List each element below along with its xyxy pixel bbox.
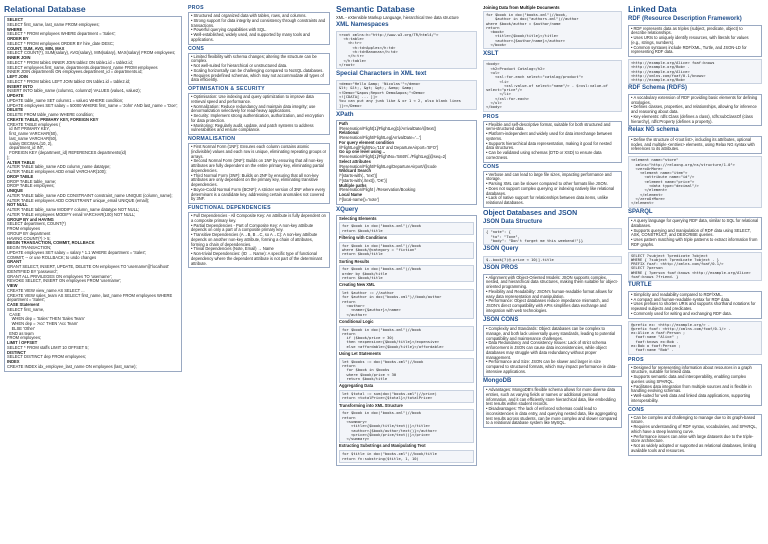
item-label: VIEW	[7, 283, 18, 288]
xml-namespaces-title: XML Namespaces	[336, 20, 389, 28]
section-heading: CONS	[188, 45, 205, 52]
section-body	[483, 121, 622, 163]
item-code: let $author := //author for $author in doc("books.xml")//book/author return <author> <name>{$author}</name> </author>	[339, 289, 474, 319]
bullet-line: • Requires understanding of RDF syntax, vocabularies, and SPARQL, which have a steep learning curve.	[631, 425, 759, 435]
bullet-line: • Alignment with Object-Oriented Models: JSON supports complex, nested, and hierarchical data structures, making them suitable for object-oriented programming.	[486, 276, 619, 290]
bullet-line: • Performance: Object databases reduce impedance mismatch, and JSON's direct compatibility with APIs simplifies data exchange and integration with web technologies.	[486, 299, 619, 313]
semantic-intro: XML - eXtensible Markup Language, hierarchical tree data structure	[336, 15, 459, 20]
xpath-list	[336, 120, 477, 205]
item-text: SELECT COUNT(*), SUM(salary), AVG(salary), MIN(salary), MAX(salary) FROM employees;	[7, 50, 176, 56]
item-label: Local Name	[339, 192, 362, 198]
item-label: NOT NULL	[7, 202, 28, 208]
bullet-line: • Does not support complex querying or indexing natively like relational databases.	[486, 187, 619, 197]
item-code: for $book in doc("books.xml")//book order by $book/title return $book/title	[339, 265, 474, 282]
item-label: Select attributes	[339, 158, 371, 164]
item-text: SELECT * FROM table1 LEFT JOIN table2 ON table1.id = table2.id;	[7, 78, 131, 84]
json-pros-title: JSON PROS	[483, 265, 519, 272]
item-text: SELECT * FROM employees ORDER BY hire_date DESC;	[7, 40, 115, 46]
item-label: UNIQUE	[7, 188, 23, 193]
item-text: /*[local-name()='note']	[339, 196, 379, 202]
special-chars-code: <demo>"Hello &amp; 'Nicolas'"</demo> &lt; &lt;, &gt; &gt;, &amp; &amp; <!Demo>"&apos;Report Demo&apos;"<Demo> <![CDATA[ ... ]]> You can put any junk like & or 1 < 2, also blank lines ]]></Demo>	[336, 80, 477, 110]
turtle-code: @prefix ex: <http://example.org/> . @prefix foaf: <http://xmlns.com/foaf/0.1/> . ex:Alice a foaf:Person ; foaf:name "Alice" ; foaf:knows ex:Bob . ex:Bob a foaf:Person ; foaf:name "Bob" .	[628, 321, 762, 355]
item-label: Conditional Logic	[339, 318, 374, 324]
item-label: ALTER TABLE	[7, 159, 35, 165]
item-label: Multiple paths	[339, 182, 367, 188]
mongo-title: MongoDB	[483, 377, 512, 384]
bullet-line: • Advantages: MongoDB's flexible schema allows for more diverse data entries, such as varying fields or names or additional personal information, and it can efficiently store hierarchical data, like embedding test results within student records.	[486, 388, 619, 407]
item-text: SELECT DISTINCT dep FROM employees;	[7, 354, 87, 360]
relaxng-list	[628, 136, 762, 154]
item-text: SELECT * FROM staffs LIMIT 10 OFFSET 5;	[7, 344, 89, 350]
item-text: /Reservation/Flight[1]/FlightLeg[1]/ArrivalDate/@text()	[339, 125, 437, 131]
column-linked-data	[628, 4, 762, 540]
bullet-line: • Scaling horizontally can be challenging compared to NoSQL databases.	[191, 69, 327, 74]
item-label: DELETE	[7, 107, 24, 113]
item-label: COUNT, SUM, AVG, MIN, MAX	[7, 45, 65, 51]
bullet-line: • Strong support for data integrity and consistency through constraints and transactions.	[191, 19, 327, 29]
rdfs-list	[628, 94, 762, 127]
relational-title: Relational Database	[4, 4, 86, 14]
bullet-line: • Can be complex and challenging to manage due to its graph-based nature.	[631, 416, 759, 426]
turtle-title: TURTLE	[628, 282, 652, 289]
bullet-line: • Complexity and Standards: Object databases can be complex to manage, and both lack universally query standards, leading to potential compatibility and maintenance challenges.	[486, 327, 619, 341]
bullet-line: • Define the structure of <root list>, including its attributes, optional nodes, and multiple <entries> elements, using Relax NG syntax with references to its attributes.	[631, 138, 759, 152]
bullet-line: • Second Normal Form (2NF): Builds on 1NF by ensuring that all non-key attributes are fully dependent on the entire primary key, eliminating partial dependencies.	[191, 159, 327, 173]
item-label: INDEX	[7, 359, 20, 364]
item-label: Creating New XML	[339, 282, 375, 288]
section-body	[188, 53, 330, 86]
json-cons-list	[483, 325, 622, 377]
column-xml-json	[483, 4, 622, 540]
json-query-code: $..book[?(@.price < 10)].title	[483, 256, 622, 264]
mongo-list	[483, 386, 622, 428]
item-label: LIMIT / OFFSET	[7, 340, 38, 345]
bullet-line: • Parsing XML can be slower compared to other formats like JSON.	[486, 182, 619, 187]
item-text: //FlightLeg[FlightNo='116' and DepartureAirport='SFO']	[339, 144, 438, 150]
bullet-line: • Platform-independent and widely used for data interchange between systems.	[486, 132, 619, 142]
bullet-line: • Verbose and can lead to large file sizes, impacting performance and storage.	[486, 173, 619, 183]
item-label: Go up one level using ..	[339, 149, 385, 155]
odb-title: Object Databases and JSON	[483, 209, 578, 217]
bullet-line: • Limited flexibility with schema changes; altering the structure can be complex.	[191, 55, 327, 65]
item-label: Filtering with Conditions	[339, 235, 387, 240]
bullet-line: • Non-trivial Dependencies: (ID → Name): A specific type of functional dependency where the dependent attribute is not part of the determinant attribute.	[191, 252, 327, 266]
item-label: INNER JOIN	[7, 55, 31, 60]
item-text: ALTER TABLE table_name MODIFY column_name datatype NOT NULL; ALTER TABLE employees MODIFY email VARCHAR(100) NOT NULL;	[7, 207, 140, 217]
item-label: DROP TABLE	[7, 173, 34, 179]
bullet-line: • Supports semantic data and interoperability, enabling complex queries using SPARQL.	[631, 375, 759, 385]
xslt-title: XSLT	[483, 50, 499, 58]
bullet-line: • Commonly used for writing and exchanging RDF data.	[631, 312, 759, 317]
item-text: /Reservation/Flight/FlightLeg/DepartureAirport/@code	[339, 163, 437, 169]
item-text: /Reservation/Flight | /Reservation/Booking	[339, 187, 416, 193]
bullet-line: • Performance issues can arise with large datasets due to the triple-store architecture.	[631, 435, 759, 445]
section-heading: FUNCTIONAL DEPENDENCIES	[188, 205, 271, 211]
section-heading: OPTIMISATION & SECURITY	[188, 86, 265, 92]
xslt-code: <body> <h2>Product Catalog</h2> <ul> <xsl:for-each select="catalog/product"> <li> <xsl:value-of select="name"/> - $<xsl:value-of select="price"/> </li> </xsl:for-each> </ul> </body>	[483, 60, 622, 111]
item-label: BEGIN TRANSACTION, COMMIT, ROLLBACK	[7, 240, 95, 246]
bullet-line: • Simplicity and readability compared to RDF/XML.	[631, 293, 759, 298]
rdfs-title: RDF Schema (RDFS)	[628, 85, 688, 92]
section-body	[483, 171, 622, 208]
bullet-line: • Trivial Dependencies (Note, Email) → Name	[191, 247, 327, 252]
item-label: GROUP BY and HAVING	[7, 216, 54, 222]
json-cons-title: JSON CONS	[483, 316, 519, 323]
bullet-line: • Facilitates data integration from multiple sources and is flexible in handling evolving schemas.	[631, 385, 759, 395]
item-label: Sorting Results	[339, 258, 370, 264]
item-text: ALTER TABLE table_name ADD column_name datatype; ALTER TABLE employees ADD email VARCHAR(100);	[7, 164, 111, 174]
item-text: DELETE FROM table_name WHERE condition;	[7, 112, 94, 117]
json-pros-list	[483, 274, 622, 316]
item-label: Selecting Elements	[339, 215, 377, 221]
bullet-line: • RDF represents data as triples (subject, predicate, object) to describe relationships.	[631, 27, 759, 37]
item-text: SELECT department, COUNT(*) FROM employees GROUP BY department HAVING COUNT(*) > 5;	[7, 221, 66, 241]
special-chars-title: Special Characters in XML text	[336, 70, 427, 78]
item-text: SELECT first_name, CASE WHEN dep = 'Sales' THEN 'Sales Team' WHEN dep = 'Acc' THEN 'Acc Team' ELSE 'Other' END as team FROM employees;	[7, 306, 85, 341]
item-code: for $book in doc("books.xml")//book return if ($book/price > 30) then <expensive>{$book/title}</expensive> else <affordable>{$book/title}</affordable>	[339, 326, 474, 351]
bullet-line: • Optimisation: Use indexing and query optimization to improve data retrieval speed and performance.	[191, 95, 327, 105]
json-data-code: { "note": { "to": "Tove", "body": "Don't forget me this weekend!"}}	[483, 228, 622, 245]
bullet-line: • Normalization: Reduce redundancy and maintain data integrity; use denormalization selectively for read-heavy applications.	[191, 105, 327, 115]
bullet-line: • Not well-suited for hierarchical or unstructured data.	[191, 64, 327, 69]
item-label: CASE Statement	[7, 302, 40, 307]
item-label: Using Let Statements	[339, 351, 381, 357]
column-relational-notes	[188, 4, 330, 540]
xquery-title: XQuery	[336, 205, 359, 213]
linked-data-title: Linked Data	[628, 4, 677, 14]
bullet-line: • Key elements: rdfs:Class (defines a class), rdfs:subClassOf (class hierarchy), rdfs:Property (defines a property).	[631, 115, 759, 125]
item-label: INSERT INTO	[7, 83, 33, 89]
item-label: DISTINCT	[7, 349, 26, 355]
item-text: SELECT * FROM table1 INNER JOIN table2 ON table1.id = table2.id; SELECT employees.first_name, departments.department_name FROM employees INNER JOIN departments ON employees.department_id = departments.id;	[7, 59, 158, 75]
item-label: Aggregating Data	[339, 383, 374, 389]
item-code: for $book in doc("books.xml")//book return $book/title	[339, 222, 474, 235]
item-label: SELECT	[7, 17, 24, 22]
section-heading: NORMALISATION	[188, 136, 236, 142]
bullet-line: • Full Dependencies - All Composite Key: An attribute is fully dependent on a composite primary key.	[191, 214, 327, 224]
item-label: ORDER BY	[7, 36, 29, 41]
item-text: /*[starts-with(., 'text')] /*[starts-with(./text(), 'OK')]	[339, 173, 387, 183]
bullet-line: • Defines classes, properties, and relationships, allowing for inference and reasoning about data.	[631, 105, 759, 115]
bullet-line: • Uses URIs to uniquely identify resources, with literals for values (e.g., strings, numbers).	[631, 36, 759, 46]
bullet-line: • Well-established, widely used, and supported by many tools and applications.	[191, 33, 327, 43]
bullet-line: • Security: Implement strong authentication, authorization, and encryption for data protection.	[191, 114, 327, 124]
relaxng-code: <element name="store" xmlns="http://relaxng.org/ns/structure/1.0"> <zeroOrMore> <element name="item"> <attribute name="id"/> <element name="price"> <data type="decimal"/> </element> </element> </zeroOrMore> </element>	[628, 156, 762, 207]
item-text: DROP TABLE table_name; DROP TABLE employees;	[7, 178, 57, 189]
section-heading: CONS	[483, 163, 500, 170]
item-text: SELECT * FROM employees WHERE department = 'Sales';	[7, 31, 116, 37]
rdf-code: <http://example.org/Alice> foaf:knows <http://example.org/Bob> . <http://example.org/Alice> <http://xmlns.com/foaf/0.1/knows> <http://example.org/Bob>	[628, 59, 762, 84]
section-body	[188, 12, 330, 45]
bullet-line: • Third Normal Form (3NF): Builds on 2NF by ensuring that all non-key attributes are only dependent on the primary key, eliminating transitive dependencies.	[191, 174, 327, 188]
item-text: ALTER TABLE table_name ADD CONSTRAINT constraint_name UNIQUE (column_name); ALTER TABLE employees ADD CONSTRAINT unique_email UNIQUE (email);	[7, 192, 173, 203]
bullet-line: • Designed for representing information about resources in a graph structure, suitable for linked data.	[631, 366, 759, 376]
bullet-line: • Partial Dependencies - Part of Composite Key: A non-key attribute depends on only a part of a composite primary key.	[191, 224, 327, 234]
xquery-list	[336, 215, 477, 466]
section-body	[628, 364, 762, 406]
item-label: LEFT JOIN	[7, 74, 28, 79]
item-code: for $book in doc("books.xml")//book where $book/@category = "fiction" return $book/title	[339, 242, 474, 259]
bullet-line: • Requires predefined schemas, which may not accommodate all types of data efficiently.	[191, 74, 327, 84]
xml-multi-title: Joining Data from Multiple Documents	[483, 5, 560, 10]
item-label: Transforming into XML Structure	[339, 402, 403, 408]
item-text: SELECT first_name, last_name FROM employees;	[7, 21, 100, 27]
bullet-line: • Powerful querying capabilities with SQL.	[191, 28, 327, 33]
json-data-title: JSON Data Structure	[483, 218, 543, 225]
bullet-line: • Transitive Dependencies (A→B, B→C, so A→C): A non-key attribute depends on another non-key attribute, forming a chain of attributes, forming a chain of dependencies.	[191, 233, 327, 247]
bullet-line: • Uses prefixes to shorten URIs and supports shorthand notations for repeated subjects and predicates.	[631, 302, 759, 312]
bullet-line: • Data Redundancy and Consistency Issues: Lack of strict schema enforcement in JSON can cause data inconsistencies, while object databases may struggle with data redundancy without proper management.	[486, 341, 619, 360]
section-body	[188, 212, 330, 268]
bullet-line: • Disadvantages: The lack of enforced schemas could lead to inconsistencies in data entry, and querying nested data, like aggregating test results across students, can be more complex and slower compared to a relational database system like MySQL.	[486, 407, 619, 426]
item-label: CREATE TABLE, PRIMARY KEY, FOREIGN KEY	[7, 116, 99, 122]
turtle-list	[628, 291, 762, 319]
sparql-list	[628, 217, 762, 250]
sql-reference-list	[4, 16, 182, 372]
item-label: Extracting Substrings and Manipulating Text	[339, 443, 426, 449]
sparql-title: SPARQL	[628, 208, 653, 215]
bullet-line: • First Normal Form (1NF): Ensures each column contains atomic (indivisible) values and each row is unique, eliminating repeating groups or arrays.	[191, 145, 327, 159]
relaxng-title: Relax NG schema	[628, 127, 679, 134]
item-label: UPDATE	[7, 93, 24, 98]
item-text: CREATE TABLE employees ( id INT PRIMARY KEY, first_name VARCHAR(50), last_name VARCHAR(50), salary DECIMAL(10, 2), department_id INT, FOREIGN KEY (department_id) REFERENCES departments(id) );	[7, 121, 127, 160]
rdf-title: RDF (Resource Description Framework)	[628, 16, 742, 22]
item-text: /Reservation/Flight[1]/FlightNo='5849'/../FlightLeg[@seq=2]	[339, 154, 447, 160]
rdf-list	[628, 25, 762, 58]
bullet-line: • Lack of native support for relationships between data items, unlike relational databases.	[486, 196, 619, 206]
section-heading: PROS	[483, 113, 499, 120]
xml-multi-code: for $book in doc("books.xml")//book, $author in doc("authors.xml")//author where $book/author = $author/name return <book> <title>{$book/title}</title> <author>{$author/name}</author> </book>	[483, 11, 622, 49]
sparql-code: SELECT ?subject ?predicate ?object WHERE { ?subject ?predicate ?object . } PREFIX foaf: <http://xmlns.com/foaf/0.1/> SELECT ?person WHERE { ?person foaf:knows <http://example.org/Alice> foaf:knows ?friend. }	[628, 252, 762, 282]
item-text: UPDATE table_name SET column1 = value1 WHERE condition; UPDATE employees SET salary = 50000 WHERE first_name = 'John' AND last_name = 'Doe';	[7, 97, 178, 108]
item-label: WHERE	[7, 26, 23, 32]
column-relational	[4, 4, 182, 540]
xml-pros-cons	[483, 113, 622, 209]
item-text: CREATE VIEW view_name AS SELECT ... CREATE VIEW sales_team AS SELECT first_name, last_name FROM employees WHERE department = 'Sales';	[7, 287, 173, 303]
item-text: CREATE INDEX idx_employee_last_name ON employees (last_name);	[7, 363, 137, 369]
item-text: INSERT INTO table_name (column1, column2) VALUES (value1, value2);	[7, 88, 141, 94]
bullet-line: • Uses pattern matching with triple patterns to extract information from RDF graphs.	[631, 238, 759, 248]
section-body	[188, 143, 330, 204]
item-code: for $title in doc("books.xml")//book/title return fn:substring($title, 1, 10)	[339, 450, 474, 463]
bullet-line: • Monitoring: Regularly audit, update, and patch systems to address vulnerabilities and ensure compliance.	[191, 124, 327, 134]
item-label: For query element condition	[339, 139, 395, 145]
bullet-line: • Structured and organized data with tables, rows, and columns.	[191, 14, 327, 19]
item-text: /Reservation/Flight/FlightLeg[ArrivalDate='...']	[339, 135, 421, 141]
section-body	[628, 414, 762, 456]
item-text: GRANT SELECT, INSERT, UPDATE, DELETE ON employees TO 'username'@'localhost' IDENTIFIED BY 'password'; GRANT ALL PRIVILEGES ON employees TO 'username'; REVOKE SELECT, INSERT ON employees FROM 'username';	[7, 264, 170, 284]
section-heading: PROS	[188, 5, 204, 11]
bullet-line: • Well-suited for web data and linked data applications, supporting interoperability.	[631, 394, 759, 404]
xml-namespaces-code: <root xmlns:h="http://www.w3.org/TR/html4/"> <h:table> <h:tr> <h:td>Apples</h:td> <h:td>Bananas</h:td> </h:tr> </h:table> </root>	[336, 31, 477, 69]
bullet-line: • A query language for querying RDF data, similar to SQL for relational databases.	[631, 219, 759, 229]
item-code: let $total := sum(doc("books.xml")//price) return <totalPrice>{$total}</totalPrice>	[339, 390, 474, 403]
bullet-line: • Flexibility and Readability: JSON's human-readable format allows for easy data representation and manipulation.	[486, 290, 619, 300]
linked-data-pros-cons	[628, 356, 762, 457]
bullet-line: • Boyce-Codd Normal Form (BCNF): A stricter version of 3NF where every determinant is a candidate key, addressing certain anomalies not covered by 3NF.	[191, 188, 327, 202]
bullet-line: • Flexible and self-descriptive format, suitable for both structured and semi-structured data.	[486, 123, 619, 133]
bullet-line: • Supports hierarchical data representation, making it good for nested data structures.	[486, 142, 619, 152]
bullet-line: • Performance and Size: JSON can be slower and larger in size compared to structured formats, which may impact performance in data-intensive applications.	[486, 360, 619, 374]
item-text: BEGIN TRANSACTION; UPDATE employees SET salary = salary * 1.1 WHERE department = 'Sales'; COMMIT; -- or use ROLLBACK; to undo changes	[7, 245, 147, 260]
item-label: Wildcard Search	[339, 168, 372, 174]
bullet-line: • Not as widely adopted or supported as relational databases, limiting available tools and resources.	[631, 444, 759, 454]
column-semantic	[336, 4, 477, 540]
section-body	[188, 93, 330, 135]
semantic-title: Semantic Database	[336, 4, 415, 14]
section-heading: CONS	[628, 406, 645, 413]
xpath-title: XPath	[336, 110, 354, 118]
item-code: for $book in doc("books.xml")//book return <summary> <title>{$book/title/text()}</title> <author>{$book/author/text()}</author> <price>{$book/price/text()}</price> </summary>	[339, 409, 474, 443]
item-label: Path	[339, 120, 348, 126]
bullet-line: • Common syntaxes include RDF/XML, Turtle, and JSON-LD for representing RDF data.	[631, 46, 759, 56]
relational-notes-sections	[188, 4, 330, 269]
section-heading: PROS	[628, 356, 644, 363]
item-label: GRANT	[7, 259, 22, 265]
bullet-line: • A vocabulary extension of RDF providing basic elements for defining ontologies.	[631, 96, 759, 106]
item-code: let $books := doc("books.xml")//book return for $book in $books where $book/price < 30 return $book/title	[339, 358, 474, 383]
bullet-line: • Can be validated using schemas (DTD or XSD) to ensure data correctness.	[486, 151, 619, 161]
bullet-line: • A compact and human-readable syntax for RDF data.	[631, 298, 759, 303]
item-label: Relational	[339, 130, 359, 136]
json-query-title: JSON Query	[483, 246, 519, 253]
bullet-line: • Supports querying and manipulation of RDF data using SELECT, ASK, CONSTRUCT, and DESCRIBE queries.	[631, 229, 759, 239]
